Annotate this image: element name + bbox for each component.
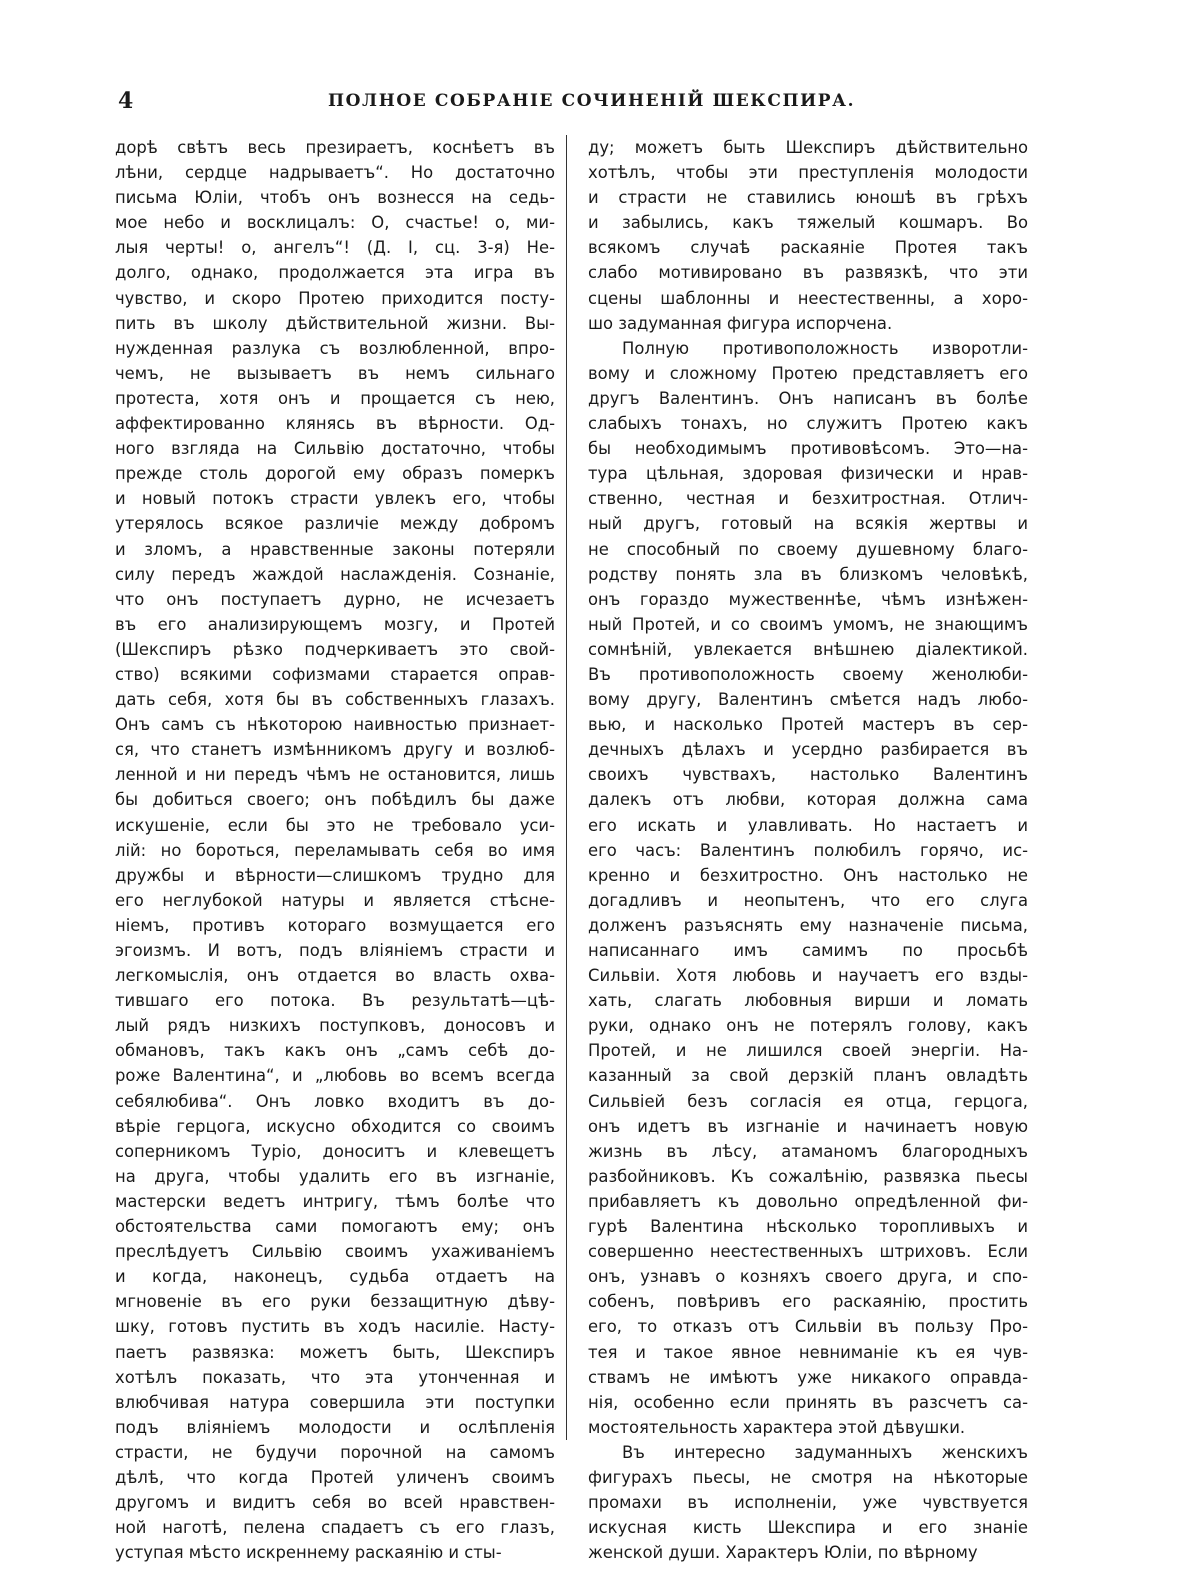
- text-line: онъ идетъ въ изгнаніе и начинаетъ новую: [588, 1116, 1028, 1136]
- text-line: онъ, узнавъ о козняхъ своего друга, и спо-: [588, 1267, 1028, 1287]
- text-line: аффектированно клянясь въ вѣрности. Од-: [115, 414, 555, 434]
- text-line: его, то отказъ отъ Сильвіи въ пользу Про-: [588, 1317, 1028, 1337]
- text-line: промахи въ исполненіи, уже чувствуется: [588, 1493, 1028, 1513]
- text-line: подъ вліяніемъ молодости и ослѣпленія: [115, 1417, 555, 1437]
- text-line: вому и сложному Протею представляетъ его: [588, 363, 1028, 383]
- text-line: шку, готовъ пустить въ ходъ насиліе. Насту-: [115, 1317, 555, 1337]
- text-line: влюбчивая натура совершила эти поступки: [115, 1392, 555, 1412]
- text-line: женской души. Характеръ Юліи, по вѣрному: [588, 1543, 978, 1563]
- text-line: казанный за свой дерзкій планъ овладѣть: [588, 1066, 1028, 1086]
- text-line: чемъ, не вызываетъ въ немъ сильнаго: [115, 363, 555, 383]
- left-text-column: [115, 135, 555, 1565]
- text-line: ніемъ, противъ котораго возмущается его: [115, 915, 555, 935]
- text-line: другъ Валентинъ. Онъ написанъ въ болѣе: [588, 388, 1028, 408]
- text-line: его неглубокой натуры и является стѣсне-: [115, 890, 555, 910]
- text-line: вью, и насколько Протей мастеръ въ сер-: [588, 715, 1028, 735]
- text-line: нужденная разлука съ возлюбленной, впро-: [115, 338, 555, 358]
- text-line: страсти, не будучи порочной на самомъ: [115, 1442, 555, 1462]
- text-line: собенъ, повѣривъ его раскаянію, простить: [588, 1292, 1028, 1312]
- text-line: догадливъ и неопытенъ, что его слуга: [588, 890, 1028, 910]
- text-line: и новый потокъ страсти увлекъ его, чтобы: [115, 489, 555, 509]
- text-line: Онъ самъ съ нѣкоторою наивностью признает-: [115, 715, 555, 735]
- text-line: долженъ разъяснять ему назначеніе письма,: [588, 915, 1028, 935]
- text-line: ной наготѣ, пелена спадаетъ съ его глазъ,: [115, 1518, 555, 1538]
- right-text-column: [588, 135, 1028, 1565]
- text-line: дечныхъ дѣлахъ и усердно разбирается въ: [588, 740, 1028, 760]
- text-line: совершенно неестественныхъ штриховъ. Если: [588, 1242, 1028, 1262]
- text-line: прибавляетъ къ довольно опредѣленной фи-: [588, 1191, 1028, 1211]
- text-line: ство) всякими софизмами старается оправ-: [115, 664, 555, 684]
- text-line: своихъ чувствахъ, настолько Валентинъ: [588, 765, 1028, 785]
- text-line: дать себя, хотя бы въ собственныхъ глазахъ.: [115, 690, 555, 710]
- text-line: ного взгляда на Сильвію достаточно, чтобы: [115, 439, 555, 459]
- text-line: долго, однако, продолжается эта игра въ: [115, 263, 555, 283]
- text-line: лѣни, сердце надрываетъ“. Но достаточно: [115, 163, 555, 183]
- text-line: далекъ отъ любви, которая должна сама: [588, 790, 1028, 810]
- column-divider: [566, 135, 567, 1440]
- text-line: и забылись, какъ тяжелый кошмаръ. Во: [588, 213, 1028, 233]
- text-line: лыя черты! о, ангелъ“! (Д. I, сц. 3-я) Не-: [115, 238, 555, 258]
- page-number: 4: [118, 88, 134, 114]
- text-line: себялюбива“. Онъ ловко входитъ въ до-: [115, 1091, 555, 1111]
- text-line: другомъ и видитъ себя во всей нравствен-: [115, 1493, 555, 1513]
- text-line: роже Валентина“, и „любовь во всемъ всегда: [115, 1066, 555, 1086]
- text-line: и когда, наконецъ, судьба отдаетъ на: [115, 1267, 555, 1287]
- text-line: ный Протей, и со своимъ умомъ, не знающимъ: [588, 614, 1028, 634]
- text-line: обмановъ, такъ какъ онъ „самъ себѣ до-: [115, 1041, 555, 1061]
- text-line: паетъ развязка: можетъ быть, Шекспиръ: [115, 1342, 555, 1362]
- text-line: тившаго его потока. Въ результатѣ—цѣ-: [115, 991, 555, 1011]
- running-title: ПОЛНОЕ СОБРАНІЕ СОЧИНЕНІЙ ШЕКСПИРА.: [328, 91, 856, 111]
- text-line: разбойниковъ. Къ сожалѣнію, развязка пьесы: [588, 1166, 1028, 1186]
- text-line: Полную противоположность изворотли-: [622, 338, 1028, 358]
- text-line: его часъ: Валентинъ полюбилъ горячо, ис-: [588, 840, 1028, 860]
- text-line: мостоятельность характера этой дѣвушки.: [588, 1417, 966, 1437]
- text-line: ленной и ни передъ чѣмъ не остановится, лишь: [115, 765, 555, 785]
- text-line: ду; можетъ быть Шекспиръ дѣйствительно: [588, 138, 1028, 157]
- text-line: что онъ поступаетъ дурно, не исчезаетъ: [115, 589, 555, 609]
- text-line: слабыхъ тонахъ, но служитъ Протею какъ: [588, 414, 1028, 434]
- page-header: [118, 88, 1030, 118]
- text-line: дорѣ свѣтъ весь презираетъ, коснѣетъ въ: [115, 138, 555, 157]
- text-line: лій: но бороться, переламывать себя во имя: [115, 840, 555, 860]
- text-line: шо задуманная фигура испорчена.: [588, 313, 893, 333]
- text-line: искушеніе, если бы это не требовало уси-: [115, 815, 555, 835]
- text-line: мастерски ведетъ интригу, тѣмъ болѣе что: [115, 1191, 555, 1211]
- text-line: кренно и безхитростно. Онъ настолько не: [588, 865, 1028, 885]
- text-line: хать, слагать любовныя вирши и ломать: [588, 991, 1028, 1011]
- text-line: бы добиться своего; онъ побѣдилъ бы даже: [115, 790, 555, 810]
- text-line: хотѣлъ показать, что эта утонченная и: [115, 1367, 555, 1387]
- text-line: руки, однако онъ не потерялъ голову, какъ: [588, 1016, 1028, 1036]
- text-line: искусная кисть Шекспира и его знаніе: [588, 1518, 1028, 1538]
- text-line: написаннаго имъ самимъ по просьбѣ: [588, 941, 1028, 960]
- text-line: мое небо и восклицалъ: О, счастье! о, ми-: [115, 213, 555, 233]
- text-line: и страсти не ставились юношѣ въ грѣхъ: [588, 188, 1028, 208]
- text-line: онъ гораздо мужественнѣе, чѣмъ изнѣжен-: [588, 589, 1028, 609]
- text-line: сцены шаблонны и неестественны, а хоро-: [588, 288, 1028, 308]
- text-line: его искать и улавливать. Но настаетъ и: [588, 815, 1028, 835]
- text-line: протеста, хотя онъ и прощается съ нею,: [115, 388, 555, 408]
- text-line: ся, что станетъ измѣнникомъ другу и возлюб-: [115, 740, 555, 760]
- text-line: ствамъ не имѣютъ уже никакого оправда-: [588, 1367, 1028, 1387]
- text-line: чувство, и скоро Протею приходится посту-: [115, 288, 555, 308]
- text-line: Сильвіей безъ согласія ея отца, герцога,: [588, 1091, 1028, 1111]
- text-line: мгновеніе въ его руки беззащитную дѣву-: [115, 1292, 555, 1312]
- text-line: жизнь въ лѣсу, атаманомъ благородныхъ: [588, 1141, 1028, 1161]
- text-line: гурѣ Валентина нѣсколько торопливыхъ и: [588, 1217, 1028, 1237]
- text-line: прежде столь дорогой ему образъ померкъ: [115, 464, 555, 484]
- text-line: ный другъ, готовый на всякія жертвы и: [588, 514, 1028, 534]
- text-line: ственно, честная и безхитростная. Отлич-: [588, 489, 1028, 509]
- text-line: легкомыслія, онъ отдается во власть охва-: [115, 966, 555, 986]
- text-line: (Шекспиръ рѣзко подчеркиваетъ это свой-: [115, 639, 555, 659]
- text-line: силу передъ жаждой наслажденія. Сознаніе,: [115, 564, 555, 584]
- text-line: Протей, и не лишился своей энергіи. На-: [588, 1041, 1028, 1061]
- text-line: въ его анализирующемъ мозгу, и Протей: [115, 614, 555, 634]
- text-line: обстоятельства сами помогаютъ ему; онъ: [115, 1217, 555, 1237]
- text-line: тура цѣльная, здоровая физически и нрав-: [588, 464, 1028, 484]
- text-line: на друга, чтобы удалить его въ изгнаніе,: [115, 1166, 555, 1186]
- text-line: слабо мотивировано въ развязкѣ, что эти: [588, 263, 1028, 283]
- text-line: Сильвіи. Хотя любовь и научаетъ его взды-: [588, 966, 1028, 986]
- text-line: родству понять зла въ близкомъ человѣкѣ,: [588, 564, 1028, 584]
- text-line: нія, особенно если принять въ разсчетъ са-: [588, 1392, 1028, 1412]
- text-line: бы необходимымъ противовѣсомъ. Это—на-: [588, 439, 1028, 459]
- text-line: соперникомъ Туріо, доноситъ и клевещетъ: [115, 1141, 555, 1161]
- text-line: Въ интересно задуманныхъ женскихъ: [622, 1442, 1028, 1462]
- text-line: дружбы и вѣрности—слишкомъ трудно для: [115, 865, 555, 885]
- text-line: хотѣлъ, чтобы эти преступленія молодости: [588, 163, 1028, 183]
- text-line: Въ противоположность своему женолюби-: [588, 664, 1028, 684]
- text-line: не способный по своему душевному благо-: [588, 539, 1028, 559]
- text-line: фигурахъ пьесы, не смотря на нѣкоторые: [588, 1467, 1028, 1487]
- text-line: дѣлѣ, что когда Протей уличенъ своимъ: [115, 1467, 555, 1487]
- text-line: вѣріе герцога, искусно обходится со своимъ: [115, 1116, 555, 1136]
- text-line: сомнѣній, увлекается внѣшнею діалектикой.: [588, 639, 1028, 659]
- text-line: и зломъ, а нравственные законы потеряли: [115, 539, 555, 559]
- text-line: эгоизмъ. И вотъ, подъ вліяніемъ страсти и: [115, 941, 555, 960]
- text-line: тея и такое явное невниманіе къ ея чув-: [588, 1342, 1028, 1362]
- text-line: преслѣдуетъ Сильвію своимъ ухаживаніемъ: [115, 1242, 555, 1262]
- text-line: всякомъ случаѣ раскаяніе Протея такъ: [588, 238, 1028, 258]
- text-line: вому другу, Валентинъ смѣется надъ любо-: [588, 690, 1028, 710]
- text-line: лый рядъ низкихъ поступковъ, доносовъ и: [115, 1016, 555, 1036]
- text-line: утерялось всякое различіе между добромъ: [115, 514, 555, 534]
- text-line: уступая мѣсто искреннему раскаянію и сты-: [115, 1543, 502, 1563]
- text-line: пить въ школу дѣйствительной жизни. Вы-: [115, 313, 555, 333]
- text-line: письма Юліи, чтобъ онъ вознесся на седь-: [115, 188, 555, 208]
